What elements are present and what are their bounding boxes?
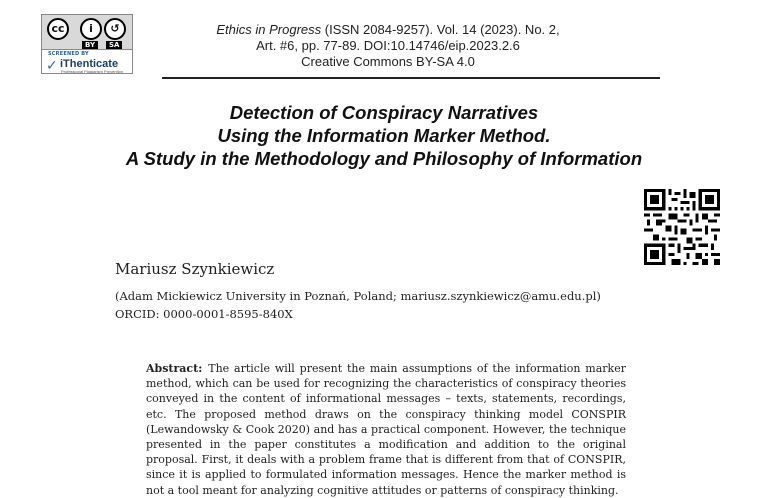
author-affiliation: (Adam Mickiewicz University in Poznań, Poland; mariusz.szynkiewicz@amu.edu.pl) [115, 289, 601, 303]
checkmark-icon: ✓ [46, 58, 58, 74]
sa-icon: ↺ [104, 18, 126, 40]
header-divider [162, 77, 660, 79]
license-badge[interactable] [41, 14, 133, 74]
journal-name: Ethics in Progress [216, 22, 322, 37]
author-name: Mariusz Szynkiewicz [115, 260, 275, 278]
screened-by-text: SCREENED BY [48, 51, 89, 57]
creative-commons-logo [42, 15, 132, 50]
abstract-text: The article will present the main assumptions of the information marker method, which can be used for recognizing the characteristics of conspiracy theories conveyed in the content of informational messages – texts, statements, recordings, etc. The proposed method draws on the conspiracy thinking model CONSPIR (Lewandowsky & Cook 2020) and has a practical component. However, the technique presented in the paper constitutes a modification and addition to the original proposal. First, it deals with a problem frame that is different from that of CONSPIR, since it is applied to formulated information messages. Hence the marker method is not a tool meant for analyzing cognitive attitudes or patterns of conspiracy thinking. [146, 362, 626, 497]
journal-line-2[interactable]: Art. #6, pp. 77-89. DOI:10.14746/eip.2023.2.6 [256, 38, 520, 53]
article-title [60, 101, 708, 170]
ithenticate-name: iThenticate [60, 58, 119, 70]
ithenticate-logo [42, 50, 132, 74]
journal-line-1 [176, 22, 600, 38]
cc-icon: cc [47, 18, 69, 40]
journal-header [176, 22, 600, 70]
title-line-1: Detection of Conspiracy Narratives [229, 102, 539, 123]
journal-volume: (ISSN 2084-9257). Vol. 14 (2023). No. 2, [321, 22, 560, 37]
sa-label: SA [106, 41, 122, 49]
author-orcid: ORCID: 0000-0001-8595-840X [115, 307, 293, 321]
title-line-2: Using the Information Marker Method. [217, 125, 551, 146]
qr-code[interactable] [644, 189, 720, 265]
ithenticate-tagline: Professional Plagiarism Prevention [61, 69, 124, 74]
abstract [146, 361, 626, 498]
abstract-label: Abstract: [146, 362, 203, 375]
by-label: BY [82, 41, 98, 49]
by-icon: i [80, 18, 102, 40]
journal-line-3: Creative Commons BY-SA 4.0 [301, 54, 475, 69]
title-line-3: A Study in the Methodology and Philosophy of Information [125, 148, 643, 169]
